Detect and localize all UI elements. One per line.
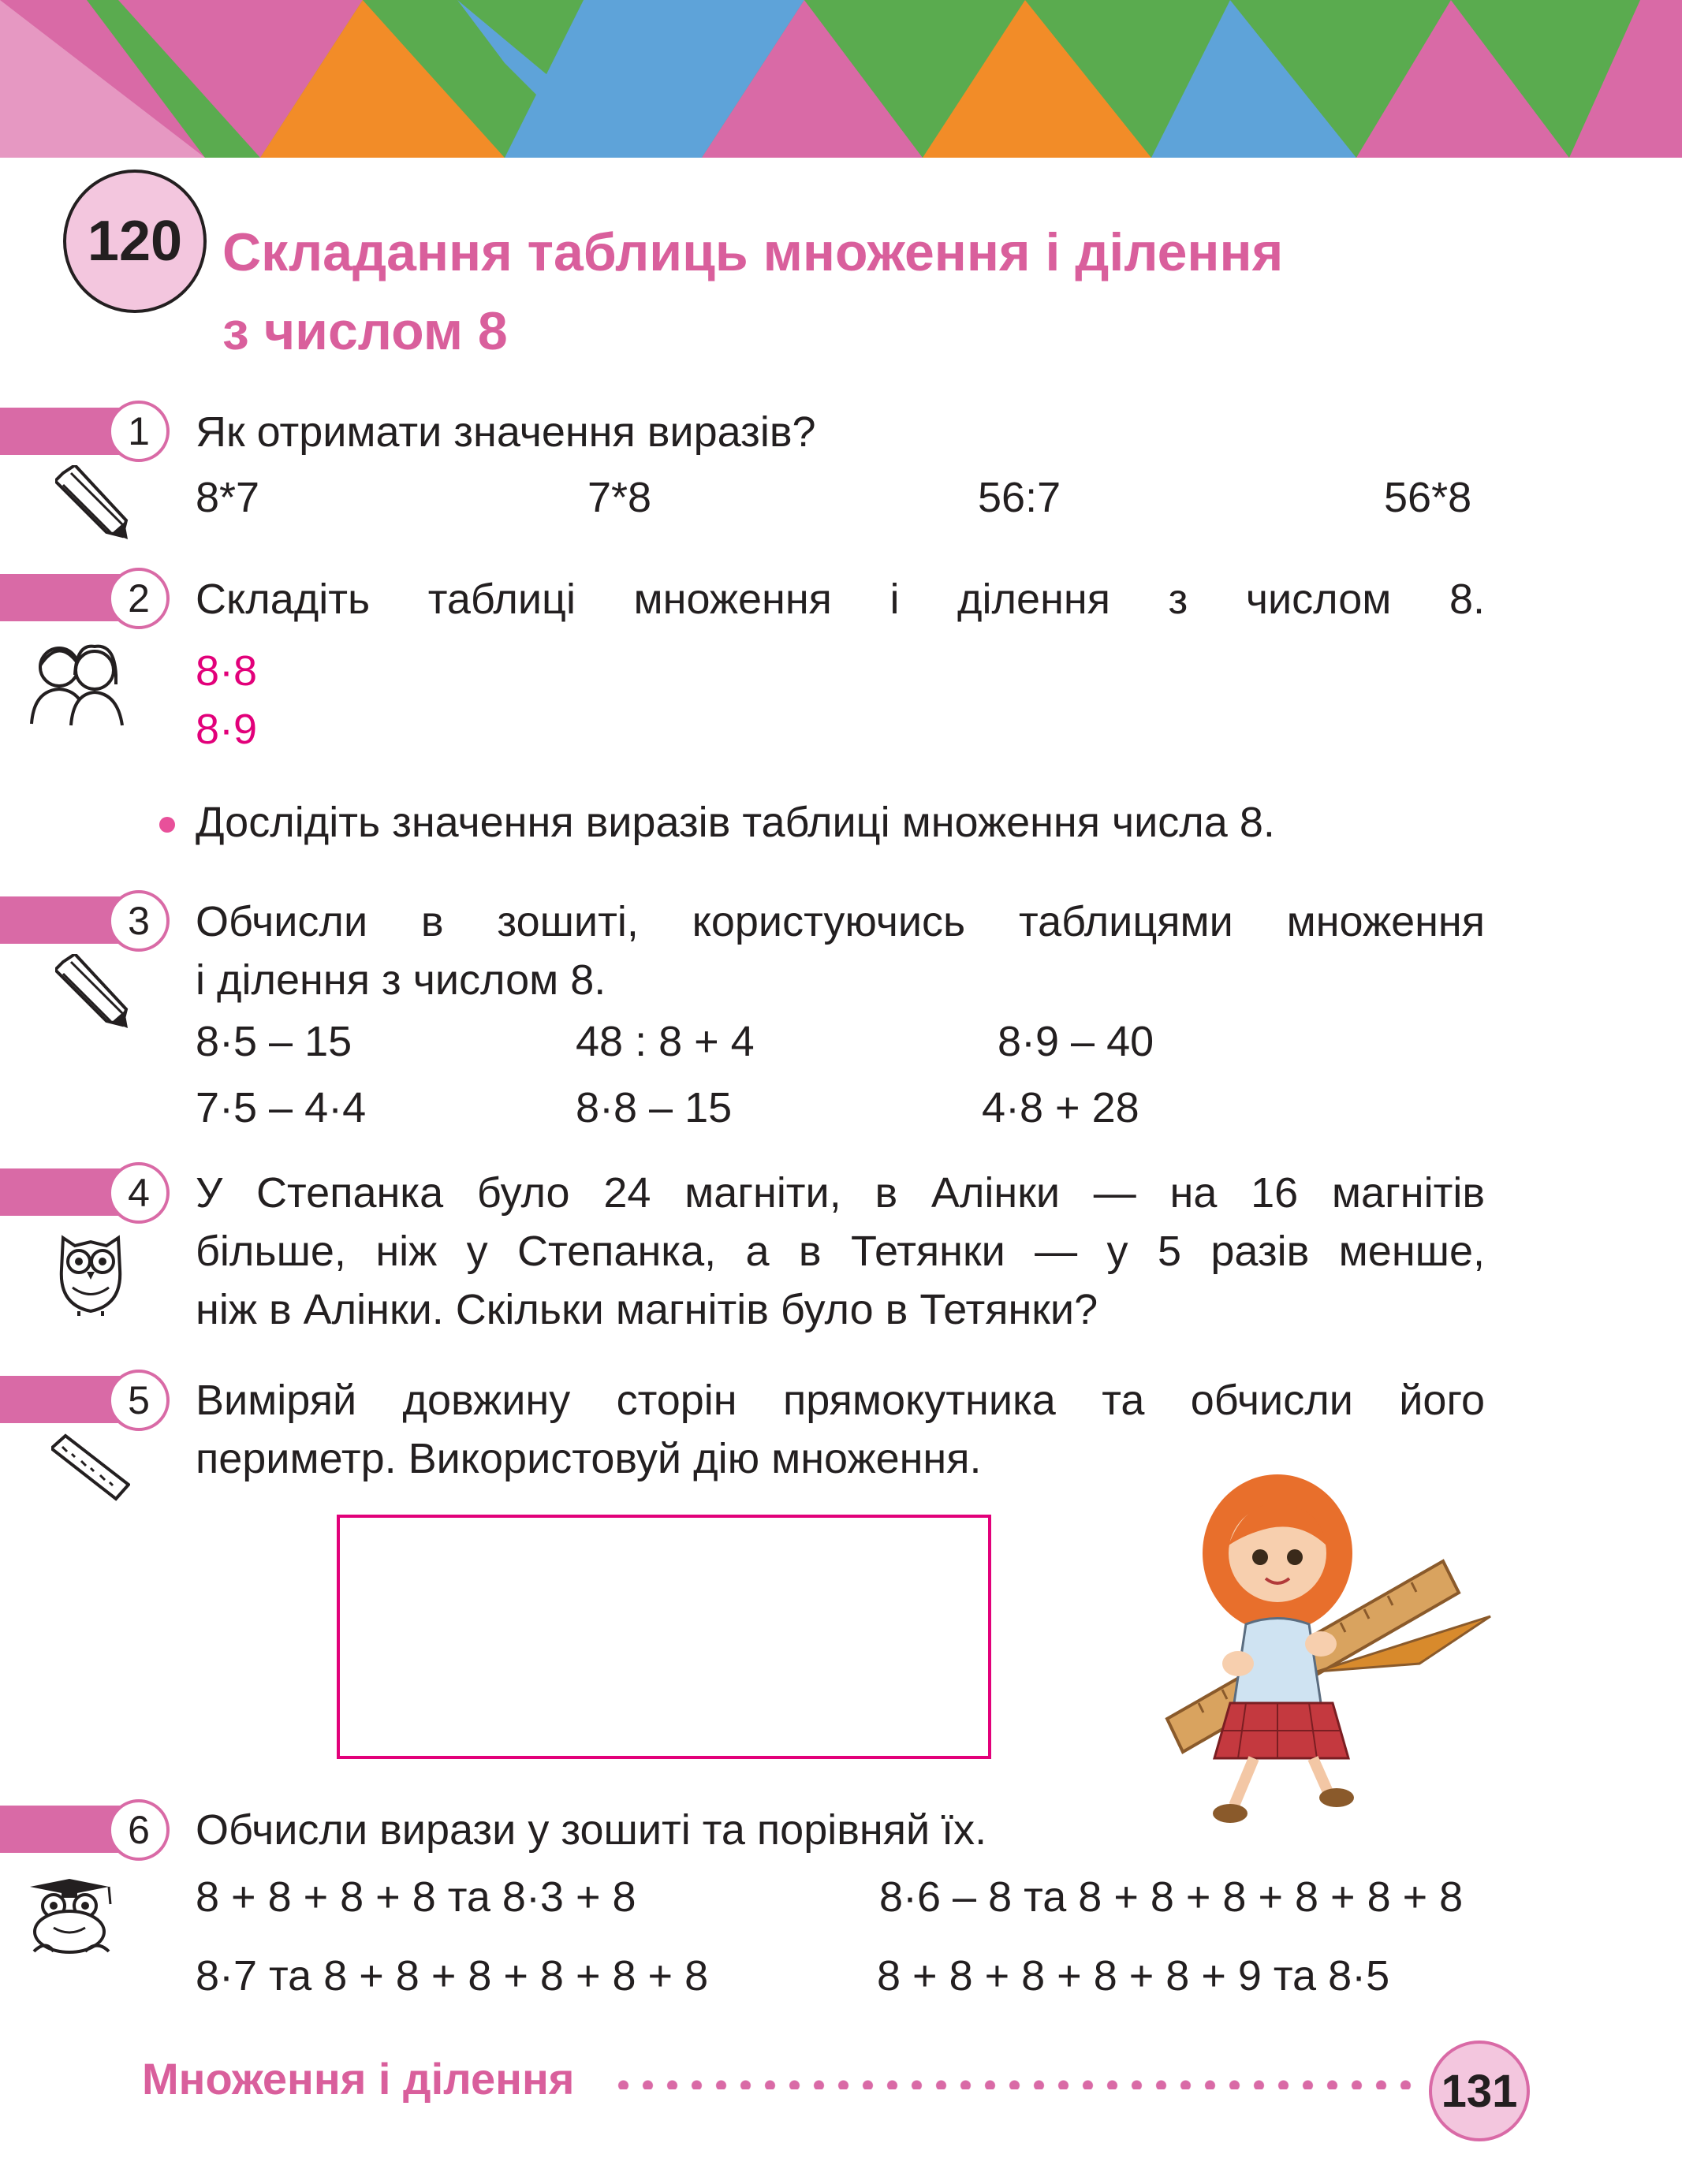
task-1-text: Як отримати значення виразів?: [196, 408, 816, 456]
pupils-pair-icon: [28, 637, 126, 728]
top-banner: [0, 0, 1682, 158]
task-5-text-line1: Виміряй довжину сторін прямокутника та обчисли його: [196, 1377, 1485, 1424]
task-3-expr-4: 7·5 – 4·4: [196, 1084, 367, 1131]
ruler-icon: [51, 1431, 130, 1502]
task-3-expr-2: 48 : 8 + 4: [576, 1018, 755, 1065]
task-1-expr-2: 7*8: [587, 474, 652, 521]
task-6-expr-1: 8 + 8 + 8 + 8 та 8·3 + 8: [196, 1873, 636, 1921]
task-2-example-2: 8·9: [196, 706, 258, 753]
task-4-bar: [0, 1168, 126, 1216]
lesson-title-line1: Складання таблиць множення і ділення: [222, 222, 1284, 282]
task-3-expr-1: 8·5 – 15: [196, 1018, 352, 1065]
owl-icon: [55, 1226, 126, 1317]
task-4-number: 4: [108, 1162, 170, 1224]
task-1-expr-4: 56*8: [1384, 474, 1472, 521]
pencil-icon: [55, 954, 134, 1033]
task-3-number: 3: [108, 890, 170, 952]
task-4-text-line1: У Степанка було 24 магніти, в Алінки — на 16 магнітів: [196, 1169, 1485, 1217]
task-3-expr-5: 8·8 – 15: [576, 1084, 733, 1131]
task-3-text-line1: Обчисли в зошиті, користуючись таблицями множення: [196, 898, 1485, 945]
task-1-bar: [0, 408, 126, 455]
page-number: 131: [1429, 2041, 1530, 2141]
frog-scholar-icon: [22, 1873, 140, 1959]
task-2-text: Складіть таблиці множення і ділення з числом 8.: [196, 576, 1485, 623]
lesson-title-line2: з числом 8: [222, 301, 508, 361]
lesson-number: 120: [63, 170, 207, 313]
task-6-expr-2: 8·6 – 8 та 8 + 8 + 8 + 8 + 8 + 8: [879, 1873, 1464, 1921]
task-2-example-1: 8·8: [196, 647, 258, 695]
task-4-text-line3: ніж в Алінки. Скільки магнітів було в Тетянки?: [196, 1286, 1098, 1333]
task-2-bullet-text: Дослідіть значення виразів таблиці множення числа 8.: [196, 799, 1275, 846]
task-2-bar: [0, 574, 126, 621]
footer-dots: [611, 2080, 1423, 2089]
pencil-icon: [55, 465, 134, 544]
task-4-text-line2: більше, ніж у Степанка, а в Тетянки — у 5 разів менше,: [196, 1228, 1485, 1275]
task-5-bar: [0, 1376, 126, 1423]
task-6-number: 6: [108, 1799, 170, 1861]
task-1-number: 1: [108, 401, 170, 462]
rectangle-to-measure: [337, 1515, 991, 1759]
task-6-expr-4: 8 + 8 + 8 + 8 + 8 + 9 та 8·5: [877, 1952, 1390, 2000]
task-6-bar: [0, 1806, 126, 1853]
task-3-expr-3: 8·9 – 40: [998, 1018, 1154, 1065]
task-3-bar: [0, 896, 126, 944]
task-1-expr-3: 56:7: [978, 474, 1061, 521]
task-3-text-line2: і ділення з числом 8.: [196, 956, 606, 1004]
task-5-number: 5: [108, 1370, 170, 1431]
task-1-expr-1: 8*7: [196, 474, 260, 521]
bullet-dot: [159, 817, 175, 833]
lesson-title: [222, 213, 1500, 371]
girl-with-ruler-illustration: [1159, 1467, 1506, 1829]
task-3-expr-6: 4·8 + 28: [982, 1084, 1139, 1131]
task-6-text: Обчисли вирази у зошиті та порівняй їх.: [196, 1806, 987, 1854]
footer-section-title: Множення і ділення: [142, 2054, 575, 2104]
task-2-number: 2: [108, 568, 170, 629]
task-6-expr-3: 8·7 та 8 + 8 + 8 + 8 + 8 + 8: [196, 1952, 709, 2000]
task-5-text-line2: периметр. Використовуй дію множення.: [196, 1435, 982, 1482]
